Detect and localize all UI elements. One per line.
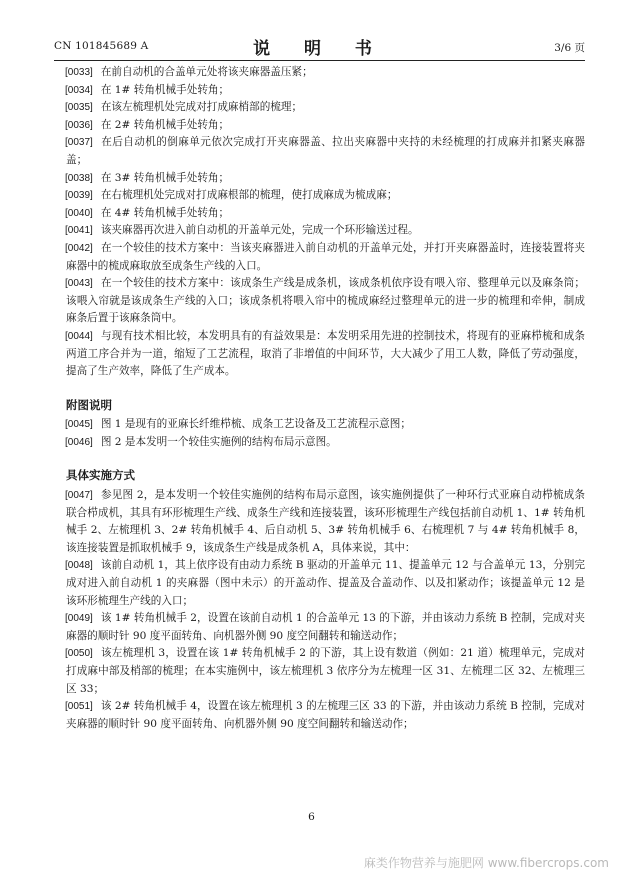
paragraph-text: 图 1 是现有的亚麻长纤维栉梳、成条工艺设备及工艺流程示意图； <box>100 418 411 431</box>
paragraph <box>66 117 585 135</box>
paragraph-text: 该左梳理机 3，设置在该 1# 转角机械手 2 的下游，其上设有数道（例如：21 道）梳理单元，完成对打成麻中部及梢部的梳理；在本实施例中，该左梳理机 3 依序分为左梳理一区 31、左梳理二区 32、左梳理三区 33； <box>66 647 585 695</box>
paragraph <box>66 698 585 733</box>
paragraph <box>66 64 585 82</box>
paragraph-list <box>66 64 585 381</box>
paragraph-number: [0043] <box>65 278 93 290</box>
paragraph <box>66 557 585 610</box>
paragraph <box>66 416 585 434</box>
paragraph-text: 在右梳理机处完成对打成麻根部的梳理，使打成麻成为梳成麻； <box>100 189 398 202</box>
paragraph-number: [0047] <box>65 490 93 502</box>
paragraph-text: 该夹麻器再次进入前自动机的开盖单元处，完成一个环形输送过程。 <box>100 224 419 237</box>
paragraph <box>66 487 585 557</box>
paragraph-text: 在后自动机的倒麻单元依次完成打开夹麻器盖、拉出夹麻器中夹持的未经梳理的打成麻并扣紧夹麻器盖； <box>66 136 585 166</box>
paragraph-number: [0049] <box>65 613 93 625</box>
paragraph <box>66 434 585 452</box>
paragraph-number: [0037] <box>65 137 93 149</box>
page-header <box>54 34 585 58</box>
paragraph-text: 在一个较佳的技术方案中：该成条生产线是成条机，该成条机依序设有喂入帘、整理单元以及麻条筒；该喂入帘就是该成条生产线的入口；该成条机将喂入帘中的梳成麻经过整理单元的进一步的梳理和牵伸，制成麻条后置于该麻条筒中。 <box>66 277 585 325</box>
page-number: 6 <box>308 811 315 823</box>
paragraph-list-implementation <box>66 487 585 733</box>
paragraph-number: [0048] <box>65 560 93 572</box>
paragraph-number: [0041] <box>65 225 93 237</box>
document-body <box>66 64 585 733</box>
paragraph-number: [0038] <box>65 172 93 184</box>
paragraph-text: 该前自动机 1，其上依序设有由动力系统 B 驱动的开盖单元 11、提盖单元 12 与合盖单元 13，分别完成对进入前自动机 1 的夹麻器（图中未示）的开盖动作、提盖及合盖动作、以及扣紧动作；该提盖单元 12 是该环形梳理生产线的入口； <box>66 559 585 607</box>
paragraph-text: 在 1# 转角机械手处转角； <box>100 83 230 96</box>
paragraph-text: 在一个较佳的技术方案中：当该夹麻器进入前自动机的开盖单元处，并打开夹麻器盖时，连接装置将夹麻器中的梳成麻取放至成条生产线的入口。 <box>66 241 585 272</box>
paragraph-text: 参见图 2，是本发明一个较佳实施例的结构布局示意图，该实施例提供了一种环行式亚麻自动栉梳成条联合栉成机，其具有环形梳理生产线、成条生产线和连接装置，该环形梳理生产线包括前自动机 1、1# 转角机械手 2、左梳理机 3、2# 转角机械手 4、后自动机 5、3# 转角机械手 6、右梳理机 7 与 4# 转角机械手 8，该连接装置是抓取机械手 9，该成条生产线是成条机 A，具体来说，其中： <box>66 489 585 554</box>
paragraph <box>66 240 585 275</box>
paragraph <box>66 205 585 223</box>
paragraph-number: [0046] <box>65 436 93 448</box>
paragraph-list-figures <box>66 416 585 451</box>
paragraph-number: [0034] <box>65 84 93 96</box>
paragraph-number: [0040] <box>65 207 93 219</box>
paragraph-text: 在该左梳理机处完成对打成麻梢部的梳理； <box>100 101 303 114</box>
paragraph <box>66 275 585 328</box>
paragraph-text: 图 2 是本发明一个较佳实施例的结构布局示意图。 <box>100 435 337 448</box>
document-title: 说 明 书 <box>253 39 386 59</box>
header-rule <box>54 60 585 61</box>
paragraph-number: [0044] <box>65 330 93 342</box>
paragraph <box>66 99 585 117</box>
paragraph-text: 该 2# 转角机械手 4，设置在该左梳理机 3 的左梳理三区 33 的下游，并由该动力系统 B 控制，完成对夹麻器的顺时针 90 度平面转角、向机器外侧 90 度空间翻转和输送动作； <box>66 700 585 730</box>
paragraph <box>66 134 585 169</box>
paragraph <box>66 222 585 240</box>
paragraph <box>66 82 585 100</box>
paragraph <box>66 328 585 381</box>
paragraph <box>66 170 585 188</box>
paragraph-number: [0039] <box>65 190 93 202</box>
paragraph-text: 该 1# 转角机械手 2，设置在该前自动机 1 的合盖单元 13 的下游，并由该动力系统 B 控制，完成对夹麻器的顺时针 90 度平面转角、向机器外侧 90 度空间翻转和输送动作； <box>66 612 585 642</box>
paragraph-text: 在 2# 转角机械手处转角； <box>100 118 230 131</box>
paragraph-number: [0051] <box>65 701 93 713</box>
section-title-implementation: 具体实施方式 <box>66 468 135 483</box>
patent-number: CN 101845689 A <box>54 40 149 52</box>
paragraph-number: [0045] <box>65 419 93 431</box>
paragraph-number: [0033] <box>65 67 93 78</box>
paragraph <box>66 645 585 698</box>
paragraph <box>66 187 585 205</box>
paragraph-text: 在 3# 转角机械手处转角； <box>100 171 230 184</box>
paragraph-number: [0036] <box>65 119 93 131</box>
paragraph-text: 与现有技术相比较，本发明具有的有益效果是：本发明采用先进的控制技术，将现有的亚麻栉梳和成条两道工序合并为一道，缩短了工艺流程，取消了非增值的中间环节，大大减少了用工人数，降低了劳动强度，提高了生产效率，降低了生产成本。 <box>66 329 585 378</box>
section-title-figures: 附图说明 <box>66 397 112 412</box>
page-info: 3/6 页 <box>554 42 585 54</box>
paragraph-text: 在前自动机的合盖单元处将该夹麻器盖压紧； <box>100 66 313 78</box>
paragraph-number: [0050] <box>65 648 93 660</box>
paragraph-text: 在 4# 转角机械手处转角； <box>100 206 230 219</box>
paragraph <box>66 610 585 645</box>
paragraph-number: [0035] <box>65 102 93 114</box>
watermark: 麻类作物营养与施肥网 www.fibercrops.com <box>363 856 609 870</box>
paragraph-number: [0042] <box>65 242 93 254</box>
